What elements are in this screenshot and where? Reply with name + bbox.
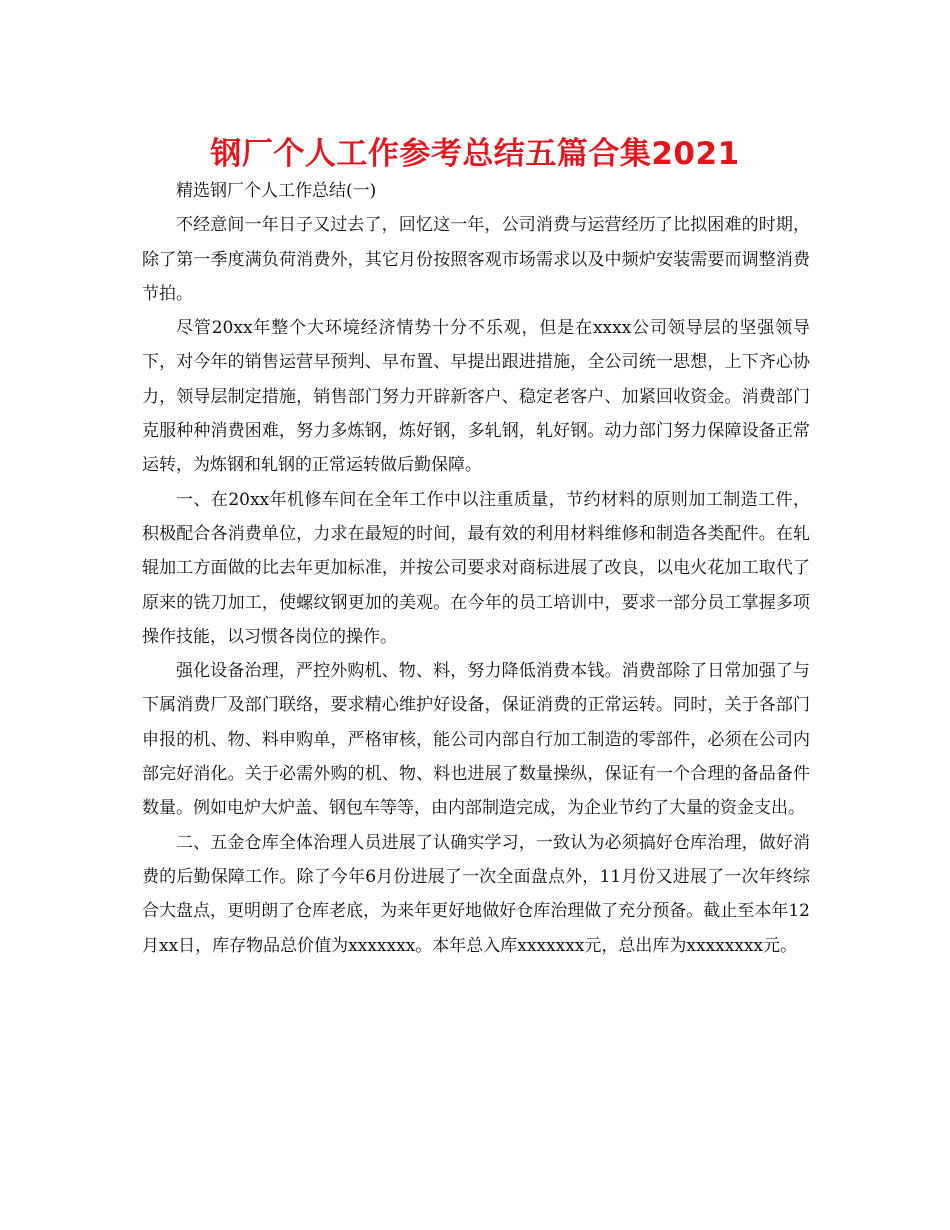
document-title: 钢厂个人工作参考总结五篇合集2021	[210, 136, 740, 172]
paragraph: 强化设备治理，严控外购机、物、料，努力降低消费本钱。消费部除了日常加强了与下属消费厂及部门联络，要求精心维护好设备，保证消费的正常运转。同时，关于各部门申报的机、物、料申购单，严格审核，能公司内部自行加工制造的零部件，必须在公司内部完好消化。关于必需外购的机、物、料也进展了数量操纵，保证有一个合理的备品备件数量。例如电炉大炉盖、钢包车等等，由内部制造完成，为企业节约了大量的资金支出。	[142, 661, 810, 819]
section-heading: 精选钢厂个人工作总结(一)	[176, 181, 377, 201]
paragraph: 不经意间一年日子又过去了，回忆这一年，公司消费与运营经历了比拟困难的时期，除了第一季度满负荷消费外，其它月份按照客观市场需求以及中频炉安装需要而调整消费节拍。	[142, 215, 810, 304]
paragraph: 一、在20xx年机修车间在全年工作中以注重质量，节约材料的原则加工制造工件，积极配合各消费单位，力求在最短的时间，最有效的利用材料维修和制造各类配件。在轧辊加工方面做的比去年更加标准，并按公司要求对商标进展了改良，以电火花加工取代了原来的铣刀加工，使螺纹钢更加的美观。在今年的员工培训中，要求一部分员工掌握多项操作技能，以习惯各岗位的操作。	[142, 489, 810, 647]
paragraph: 二、五金仓库全体治理人员进展了认确实学习，一致认为必须搞好仓库治理，做好消费的后勤保障工作。除了今年6月份进展了一次全面盘点外，11月份又进展了一次年终综合大盘点，更明朗了仓库老底，为来年更好地做好仓库治理做了充分预备。截止至本年12月xx日，库存物品总价值为xxxxxxx。本年总入库xxxxxxx元，总出库为xxxxxxxx元。	[142, 832, 810, 956]
document-body	[142, 174, 810, 963]
paragraph: 尽管20xx年整个大环境经济情势十分不乐观，但是在xxxx公司领导层的坚强领导下，对今年的销售运营早预判、早布置、早提出跟进措施，全公司统一思想，上下齐心协力，领导层制定措施，销售部门努力开辟新客户、稳定老客户、加紧回收资金。消费部门克服种种消费困难，努力多炼钢，炼好钢，多轧钢，轧好钢。动力部门努力保障设备正常运转，为炼钢和轧钢的正常运转做后勤保障。	[142, 318, 810, 476]
